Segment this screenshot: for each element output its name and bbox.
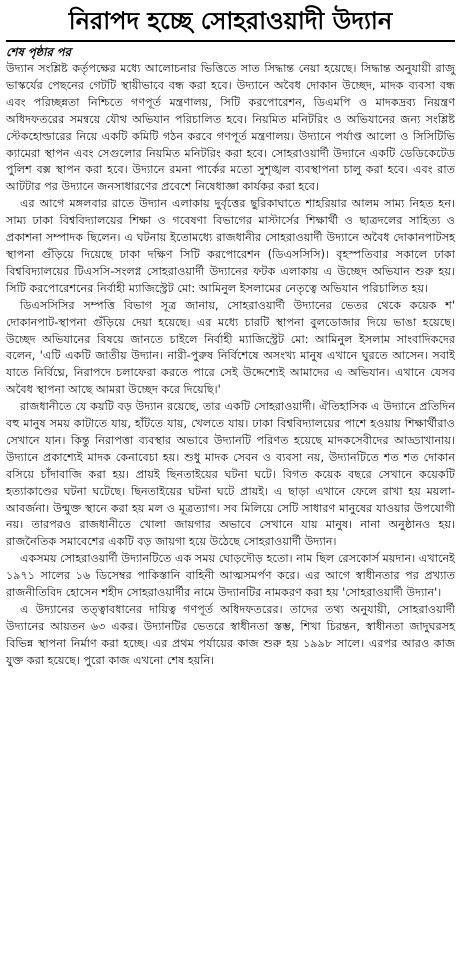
article-headline: নিরাপদ হচ্ছে সোহরাওয়াদী উদ্যান [6,4,455,42]
article-paragraph-4: রাজধানীতে যে কয়টি বড় উদ্যান রয়েছে, তার একটি সোহরাওয়ার্দী। ঐতিহাসিক এ উদ্যানে প্রতিদিন বহু মানুষ সময় কাটাতে যায়, হাঁটতে যায়, খেলতে যায়। ঢাকা বিশ্ববিদ্যালয়ের পাশে হওয়ায় শিক্ষার্থীরাও সেখানে যান। কিন্তু নিরাপত্তা ব্যবস্থার অভাবে উদ্যানটি পরিণত হয়েছে মাদকসেবীদের আড্ডাখানায়। উদ্যানে প্রকাশ্যেই মাদক কেনাবেচা হয়। শুধু মাদক সেবন ও ব্যবসা নয়, উদ্যানটিতে শত শত দোকান বসিয়ে চাঁদাবাজি করা হয়। প্রায়ই ছিনতাইয়ের ঘটনা ঘটে। বিগত কয়েক বছরে সেখানে কয়েকটি হত্যাকাণ্ডের ঘটনা ঘটেছে। ছিনতাইয়ের ঘটনা ঘটে প্রায়ই। এ ছাড়া এখানে ফেলে রাখা হয় ময়লা-আবর্জনা। উন্মুক্ত স্থানে করা হয় মল ও মূত্রত্যাগ। সব মিলিয়ে সেটি সাধারণ মানুষের যাওয়ার উপযোগী নয়। তারপরও রাজধানীতে খোলা জায়গার অভাবে সেখানে যায় মানুষ। নানা অনুষ্ঠানও হয়। রাজনৈতিক সমাবেশের একটি বড় জায়গা হয়ে উঠেছে সোহরাওয়ার্দী উদ্যান। [6,400,455,549]
article-paragraph-3: ডিএসসিসির সম্পত্তি বিভাগ সূত্র জানায়, সোহরাওয়ার্দী উদ্যানের ভেতর থেকে কয়েক শ' দোকানপাট-স্থাপনা গুঁড়িয়ে দেয়া হয়েছে। এর মধ্যে চারটি স্থাপনা বুলডোজার দিয়ে ভাঙা হয়েছে। উচ্ছেদ অভিযানের বিষয়ে জানতে চাইলে নির্বাহী ম্যাজিস্ট্রেট মো: আমিনুল ইসলাম সাংবাদিকদের বলেন, 'এটি একটি জাতীয় উদ্যান। নারী-পুরুষ নির্বিশেষে অসংখ্য মানুষ এখানে ঘুরতে আসেন। সবাই যাতে নির্বিঘ্নে, নিরাপদে চলাফেরা করতে পারে সেই উদ্দেশ্যেই আমাদের এ অভিযান। এখানে যেসব অবৈধ স্থাপনা আছে আমরা উচ্ছেদ করে দিয়েছি।' [6,298,455,397]
article-paragraph-6: এ উদ্যানের তত্ত্বাবধানের দায়িত্ব গণপূর্ত অধিদফতরের। তাদের তথ্য অনুযায়ী, সোহরাওয়ার্দী উদ্যানের আয়তন ৬৩ একর। উদ্যানটির ভেতরে স্বাধীনতা স্তম্ভ, শিখা চিরন্তন, স্বাধীনতা জাদুঘরসহ বিভিন্ন স্থাপনা নির্মাণ করা হচ্ছে। এর প্রথম পর্যায়ের কাজ শুরু হয় ১৯৯৮ সালে। এরপর আরও কাজ যুক্ত করা হয়েছে। পুরো কাজ এখনো শেষ হয়নি। [6,603,455,667]
article-paragraph-1: উদ্যান সংশ্লিষ্ট কর্তৃপক্ষের মধ্যে আলোচনার ভিত্তিতে সাত সিদ্ধান্ত নেয়া হয়েছে। সিদ্ধান্ত অনুযায়ী রাজু ভাস্কর্যের পেছনের গেটটি স্থায়ীভাবে বন্ধ করা হবে। উদ্যানে অবৈধ দোকান উচ্ছেদ, মাদক ব্যবসা বন্ধ এবং পরিচ্ছন্নতা নিশ্চিতে গণপূর্ত মন্ত্রণালয়, সিটি করপোরেশন, ডিএমপি ও মাদকদ্রব্য নিয়ন্ত্রণ অধিদফতরের সমন্বয়ে যৌথ অভিযান পরিচালিত হবে। নিয়মিত মনিটরিং ও অভিযানের জন্য সংশ্লিষ্ট স্টেকহোল্ডারের নিয়ে একটি কমিটি গঠন করবে গণপূর্ত মন্ত্রণালয়। উদ্যানে পর্যাপ্ত আলো ও সিসিটিভি ক্যামেরা স্থাপন এবং সেগুলোর নিয়মিত মনিটরিং করা হবে। সোহরাওয়ার্দী উদ্যানে একটি ডেডিকেটেড পুলিশ বক্স স্থাপন করা হবে। উদ্যানে রমনা পার্কের মতো সুশৃঙ্খল ব্যবস্থাপনা চালু করা হবে। এবং রাত আটটার পর উদ্যানে জনসাধারণের প্রবেশে নিষেধাজ্ঞা কার্যকর করা হবে। [6,62,455,194]
continued-from-label: শেষ পৃষ্ঠার পর [6,45,71,59]
article-paragraph-5: একসময় সোহরাওয়ার্দী উদ্যানটিতে এক সময় ঘোড়দৌড় হতো। নাম ছিল রেসকোর্স ময়দান। এখানেই ১৯৭১ সালের ১৬ ডিসেম্বর পাকিস্তানি বাহিনী আত্মসমর্পণ করে। এর আগে স্বাধীনতার পর প্রখ্যাত রাজনীতিবিদ হোসেন শহীদ সোহরাওয়ার্দীর নামে উদ্যানটির নামকরণ করা হয় 'সোহরাওয়ার্দী উদ্যান'। [6,552,455,600]
article-paragraph-2: এর আগে মঙ্গলবার রাতে উদ্যান এলাকায় দুর্বৃত্তের ছুরিকাঘাতে শাহরিয়ার আলম সাম্য নিহত হন। সাম্য ঢাকা বিশ্ববিদ্যালয়ের শিক্ষা ও গবেষণা বিভাগের মাস্টার্সের শিক্ষার্থী ও ছাত্রদলের সাহিত্য ও প্রকাশনা সম্পাদক ছিলেন। এ ঘটনায় ইতোমধ্যে রাজধানীর সোহরাওয়ার্দী উদ্যানে অবৈধ দোকানপাটসহ স্থাপনা গুঁড়িয়ে দিয়েছে ঢাকা দক্ষিণ সিটি করপোরেশন (ডিএসসিসি)। বৃহস্পতিবার সকালে ঢাকা বিশ্ববিদ্যালয়ের টিএসসি-সংলগ্ন সোহরাওয়ার্দী উদ্যানের ফটক এলাকায় এ উচ্ছেদ অভিযান শুরু হয়। সিটি করপোরেশনের নির্বাহী ম্যাজিস্ট্রেট মো: আমিনুল ইসলামের নেতৃত্বে অভিযান পরিচালিত হয়। [6,197,455,295]
